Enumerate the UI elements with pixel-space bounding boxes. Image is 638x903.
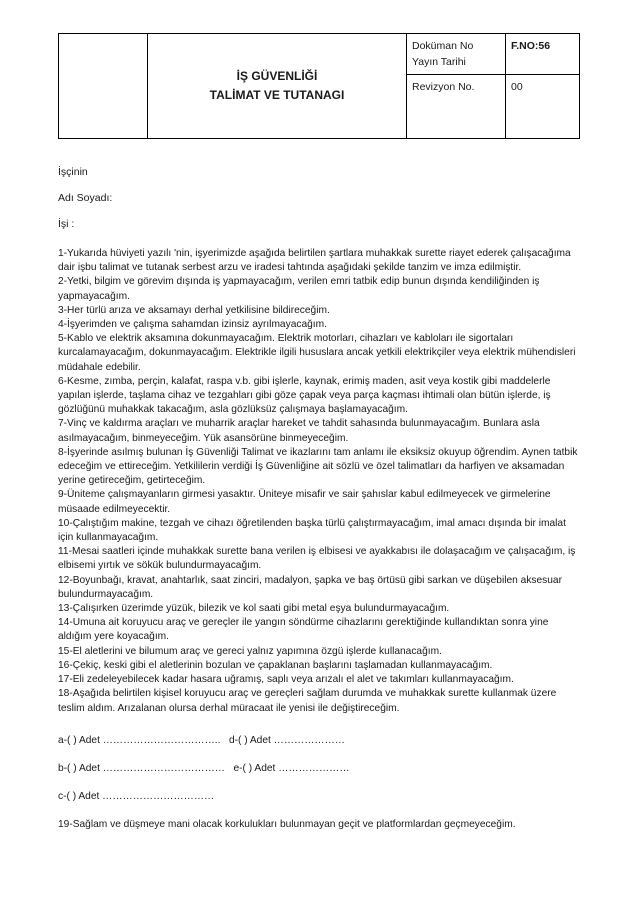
equipment-items — [58, 734, 580, 804]
rule-item: 6-Kesme, zımba, perçin, kalafat, raspa v.b. gibi işlerle, kaynak, erimiş maden, asit veya kostik gibi maddelerle yapılan işlerde, taşlama cihaz ve tezgahları gibi göze çapak veya parça kaçması ihtimali olan bütün işlerde, iş gözlüğünü muhakkak takacağım, asla gözlüksüz çalışmaya başlamayacağım. — [58, 375, 551, 416]
rule-item: 14-Umuna ait koruyucu araç ve gereçler ile yangın söndürme cihazlarını gerektiğinde kullandıktan sonra yine aldığım yere koyacağım. — [58, 617, 549, 643]
rule-item: 7-Vinç ve kaldırma araçları ve muharrik araçlar hareket ve tahdit sahasında bulunmayacağım. Bunlara asla asılmayacağım, binmeyeceğim. Yük asansörüne binmeyeceğim. — [58, 418, 540, 444]
doc-no-value: F.NO:56 — [506, 34, 580, 75]
publish-date-label: Yayın Tarihi — [412, 56, 466, 68]
rule-item: 1-Yukarıda hüviyeti yazılı 'nin, işyerimizde aşağıda belirtilen şartlara muhakkak surette riayet ederek çalışacağıma dair işbu talimat ve tutanak serbest arzu ve iradesi tahtında aşağıdaki şekilde tanzim ve imza edilmiştir. — [58, 248, 571, 274]
doc-no-label: Doküman No — [412, 40, 474, 52]
job-label: İşi : — [58, 218, 75, 230]
rule-item: 16-Çekiç, keski gibi el aletlerinin bozulan ve çapaklanan başlarını taşlamadan kullanmayacağım. — [58, 659, 493, 671]
name-label: Adı Soyadı: — [58, 192, 113, 204]
equipment-row-c: c-( ) Adet …………………………… — [58, 790, 215, 802]
doc-no-label-cell — [407, 34, 506, 75]
document-title-line-1: İŞ GÜVENLİĞİ — [236, 69, 318, 83]
rules-list — [58, 247, 580, 716]
rule-item: 13-Çalışırken üzerimde yüzük, bilezik ve kol saati gibi metal eşya bulundurmayacağım. — [58, 603, 450, 615]
rule-item: 9-Üniteme çalışmayanların girmesi yasaktır. Üniteye misafir ve sair şahıslar kabul edilmeyecek ve girmelerine müsaade edilmeyecektir. — [58, 489, 551, 515]
rule-item: 3-Her türlü arıza ve aksamayı derhal yetkilisine bildireceğim. — [58, 304, 330, 316]
rule-item: 17-Eli zedeleyebilecek kadar hasara uğramış, saplı veya arızalı el alet ve takımları kullanmayacağım. — [58, 674, 514, 686]
rule-item: 11-Mesai saatleri içinde muhakkak surette bana verilen iş elbisesi ve ayakkabısı ile dolaşacağım ve çalışacağım, iş elbisemi yırtık ve sökük bulundurmayacağım. — [58, 546, 576, 572]
worker-fields — [58, 165, 580, 232]
equipment-row-a-d: a-( ) Adet …………………………….. d-( ) Adet ………………… — [58, 734, 345, 746]
rule-item: 12-Boyunbağı, kravat, anahtarlık, saat zinciri, madalyon, şapka ve baş örtüsü gibi sarkan ve düşebilen aksesuar bulundurmayacağım. — [58, 574, 562, 600]
rule-item: 10-Çalıştığım makine, tezgah ve cihazı öğretilenden başka türlü çalıştırmayacağım, imal amacı dışında bir imalat için kullanmayacağım. — [58, 517, 566, 544]
revision-value: 00 — [506, 75, 580, 139]
document-title-line-2: TALİMAT VE TUTANAGI — [209, 88, 345, 102]
document-page — [58, 33, 580, 832]
worker-label: İşçinin — [58, 166, 88, 178]
rule-item: 18-Aşağıda belirtilen kişisel koruyucu araç ve gereçleri sağlam durumda ve muhakkak surette kullanmak üzere teslim aldım. Arızalanan olursa derhal müracaat ile yenisi ile değiştireceğim. — [58, 688, 557, 714]
rule-item: 4-İşyerimden ve çalışma sahamdan izinsiz ayrılmayacağım. — [58, 319, 327, 331]
revision-label: Revizyon No. — [407, 75, 506, 139]
title-cell — [148, 34, 407, 139]
equipment-row-b-e: b-( ) Adet ……………………………… e-( ) Adet ………………… — [58, 762, 350, 774]
logo-cell — [59, 34, 148, 139]
rule-item: 2-Yetki, bilgim ve görevim dışında iş yapmayacağım, verilen emri tatbik edip bunun dışında kendiliğinden iş yapmayacağım. — [58, 276, 540, 302]
rule-item: 8-İşyerinde asılmış bulunan İş Güvenliği Talimat ve ikazlarını tam anlamı ile eksiksiz okuyup öğrendim. Aynen tatbik edeceğim ve ettireceğim. Yetkililerin verdiği İş Güvenliğine ait sözlü ve özel talimatları da harfiyen ve aksamadan yerine getireceğim, getirteceğim. — [58, 446, 578, 487]
rule-item: 15-El aletlerini ve bilumum araç ve gereci yalnız yapımına özgü işlerde kullanacağım. — [58, 645, 442, 657]
rule-item: 5-Kablo ve elektrik aksamına dokunmayacağım. Elektrik motorları, cihazları ve kabloları ile sigortaları kurcalamayacağım, dokunmayacağım. Elektrikle ilgili hususlara ancak yetkili elektrikçiler veya elektrik mühendisleri müdahale edebilir. — [58, 333, 576, 373]
rule-item-final: 19-Sağlam ve düşmeye mani olacak korkulukları bulunmayan geçit ve platformlardan geçmeyeceğim. — [58, 818, 516, 830]
document-header-table — [58, 33, 580, 139]
